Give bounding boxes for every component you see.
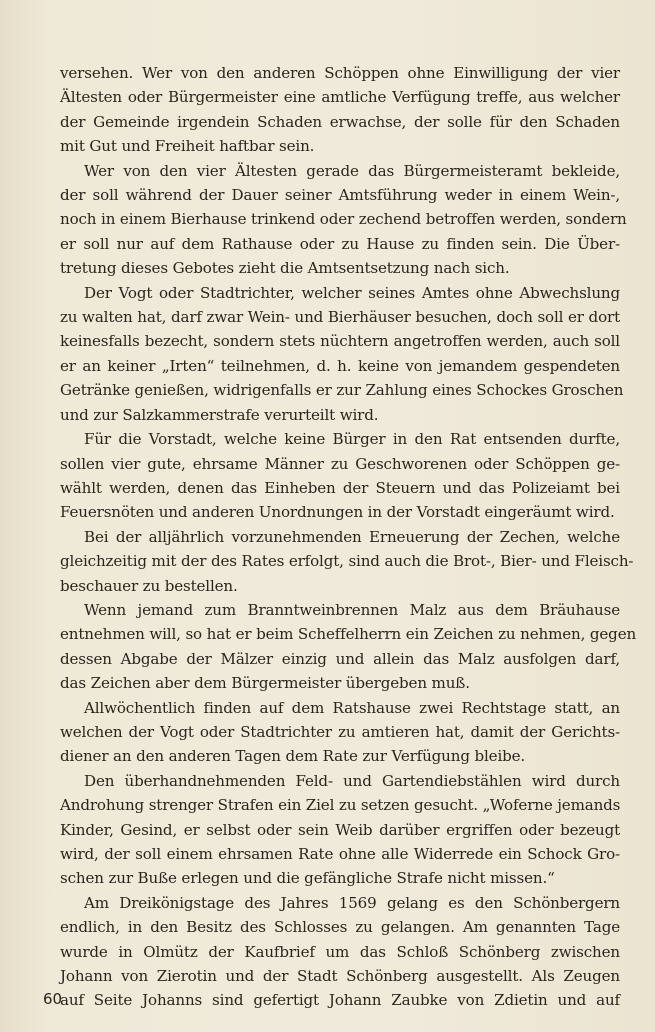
text-line: der soll während der Dauer seiner Amtsführung weder in einem Wein-, <box>60 186 620 205</box>
text-line: er an keiner „Irten“ teilnehmen, d. h. keine von jemandem gespendeten <box>60 356 620 375</box>
text-line: Feuersnöten und anderen Unordnungen in der Vorstadt eingeräumt wird. <box>60 503 615 522</box>
text-line: Allwöchentlich finden auf dem Ratshause zwei Rechtstage statt, an <box>84 698 620 717</box>
text-line: schen zur Buße erlegen und die gefängliche Strafe nicht missen.“ <box>60 869 555 888</box>
text-line: diener an den anderen Tagen dem Rate zur Verfügung bleibe. <box>60 747 526 766</box>
text-line: und zur Salzkammerstrafe verurteilt wird. <box>60 405 379 424</box>
text-line: keinesfalls bezecht, sondern stets nüchtern angetroffen werden, auch soll <box>60 332 620 351</box>
text-line: beschauer zu bestellen. <box>60 576 238 595</box>
text-line: zu walten hat, darf zwar Wein- und Bierhäuser besuchen, doch soll er dort <box>60 308 620 327</box>
text-line: Johann von Zierotin und der Stadt Schönberg ausgestellt. Als Zeugen <box>60 967 620 986</box>
text-line: mit Gut und Freiheit haftbar sein. <box>60 137 315 156</box>
text-line: wurde in Olmütz der Kaufbrief um das Schloß Schönberg zwischen <box>60 942 620 961</box>
text-line: Den überhandnehmenden Feld- und Gartendiebstählen wird durch <box>84 771 620 790</box>
text-line: Androhung strenger Strafen ein Ziel zu setzen gesucht. „Woferne jemands <box>60 796 621 815</box>
text-line: endlich, in den Besitz des Schlosses zu gelangen. Am genannten Tage <box>60 918 620 937</box>
text-line: Für die Vorstadt, welche keine Bürger in den Rat entsenden durfte, <box>84 430 620 449</box>
text-line: Der Vogt oder Stadtrichter, welcher seines Amtes ohne Abwechslung <box>84 283 620 302</box>
text-line: er soll nur auf dem Rathause oder zu Hause zu finden sein. Die Über- <box>60 234 620 253</box>
text-line: wird, der soll einem ehrsamen Rate ohne alle Widerrede ein Schock Gro- <box>60 845 620 863</box>
text-line: der Gemeinde irgendein Schaden erwachse, der solle für den Schaden <box>60 112 620 131</box>
text-line: Kinder, Gesind, er selbst oder sein Weib darüber ergriffen oder bezeugt <box>60 820 620 839</box>
text-line: Wenn jemand zum Branntweinbrennen Malz aus dem Bräuhause <box>84 600 620 619</box>
text-line: Wer von den vier Ältesten gerade das Bürgermeisteramt bekleide, <box>84 161 620 180</box>
text-line: das Zeichen aber dem Bürgermeister übergeben muß. <box>60 674 470 693</box>
text-line: Getränke genießen, widrigenfalls er zur Zahlung eines Schockes Groschen <box>60 381 624 400</box>
text-line: welchen der Vogt oder Stadtrichter zu amtieren hat, damit der Gerichts- <box>60 722 620 741</box>
text-line: entnehmen will, so hat er beim Scheffelherrn ein Zeichen zu nehmen, gegen <box>60 625 637 644</box>
text-line: sollen vier gute, ehrsame Männer zu Geschworenen oder Schöppen ge- <box>60 454 620 473</box>
text-line: dessen Abgabe der Mälzer einzig und allein das Malz ausfolgen darf, <box>60 649 620 668</box>
text-line: tretung dieses Gebotes zieht die Amtsentsetzung nach sich. <box>60 259 510 278</box>
text-line: Bei der alljährlich vorzunehmenden Erneuerung der Zechen, welche <box>84 527 620 546</box>
text-line: Am Dreikönigstage des Jahres 1569 gelang es den Schönbergern <box>84 893 620 912</box>
text-line: auf Seite Johanns sind gefertigt Johann Zaubke von Zdietin und auf <box>60 991 620 1010</box>
page-number: 60 <box>43 990 63 1008</box>
body-text <box>60 61 637 1013</box>
text-line: versehen. Wer von den anderen Schöppen ohne Einwilligung der vier <box>60 64 620 82</box>
text-line: noch in einem Bierhause trinkend oder zechend betroffen werden, sondern <box>60 210 627 229</box>
text-line: Ältesten oder Bürgermeister eine amtliche Verfügung treffe, aus welcher <box>60 88 620 107</box>
text-line: wählt werden, denen das Einheben der Steuern und das Polizeiamt bei <box>60 478 620 497</box>
text-line: gleichzeitig mit der des Rates erfolgt, sind auch die Brot-, Bier- und Fleisch- <box>60 552 634 571</box>
